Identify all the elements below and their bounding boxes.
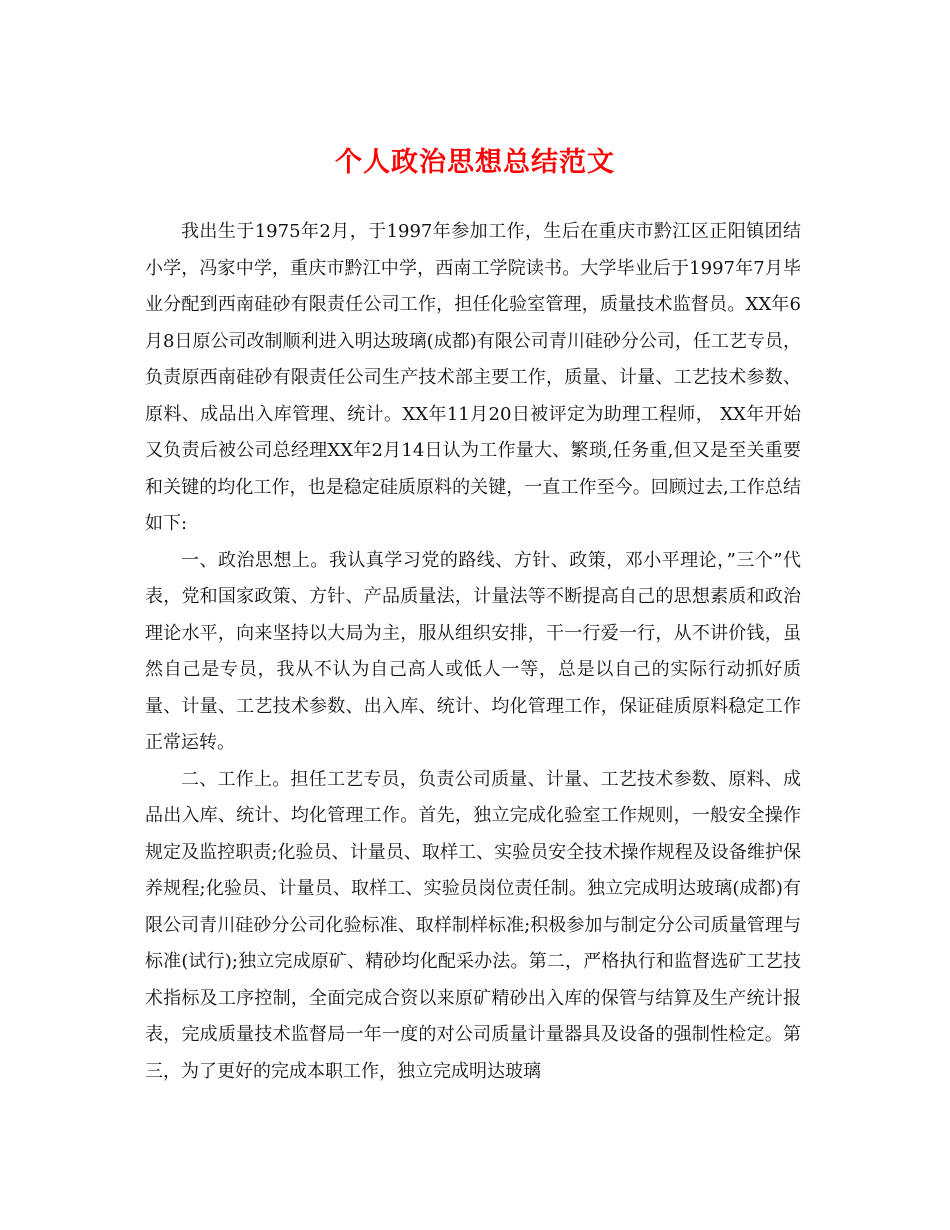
paragraph-intro: 我出生于1975年2月，于1997年参加工作，生后在重庆市黔江区正阳镇团结小学，冯家中学，重庆市黔江中学，西南工学院读书。大学毕业后于1997年7月毕业分配到西南硅砂有限责任公司工作，担任化验室管理，质量技术监督员。XX年6月8日原公司改制顺利进入明达玻璃(成都)有限公司青川硅砂分公司，任工艺专员，负责原西南硅砂有限责任公司生产技术部主要工作，质量、计量、工艺技术参数、原料、成品出入库管理、统计。XX年11月20日被评定为助理工程师， XX年开始又负责后被公司总经理XX年2月14日认为工作量大、繁琐,任务重,但又是至关重要和关键的均化工作，也是稳定硅质原料的关键，一直工作至今。回顾过去,工作总结如下:: [145, 221, 801, 534]
paragraph-work: 二、工作上。担任工艺专员，负责公司质量、计量、工艺技术参数、原料、成品出入库、统计、均化管理工作。首先，独立完成化验室工作规则，一般安全操作规定及监控职责;化验员、计量员、取样工、实验员安全技术操作规程及设备维护保养规程;化验员、计量员、取样工、实验员岗位责任制。独立完成明达玻璃(成都)有限公司青川硅砂分公司化验标准、取样制样标准;积极参加与制定分公司质量管理与标准(试行);独立完成原矿、精砂均化配采办法。第二，严格执行和监督选矿工艺技术指标及工序控制，全面完成合资以来原矿精砂出入库的保管与结算及生产统计报表，完成质量技术监督局一年一度的对公司质量计量器具及设备的强制性检定。第三，为了更好的完成本职工作，独立完成明达玻璃: [145, 768, 801, 1082]
document-body: [145, 214, 801, 1090]
paragraph-political-thought: 一、政治思想上。我认真学习党的路线、方针、政策，邓小平理论，”三个”代表，党和国家政策、方针、产品质量法，计量法等不断提高自己的思想素质和政治理论水平，向来坚持以大局为主，服从组织安排，干一行爱一行，从不讲价钱，虽然自己是专员，我从不认为自己高人或低人一等，总是以自己的实际行动抓好质量、计量、工艺技术参数、出入库、统计、均化管理工作，保证硅质原料稳定工作正常运转。: [145, 549, 801, 753]
document-title: 个人政治思想总结范文: [335, 147, 615, 178]
